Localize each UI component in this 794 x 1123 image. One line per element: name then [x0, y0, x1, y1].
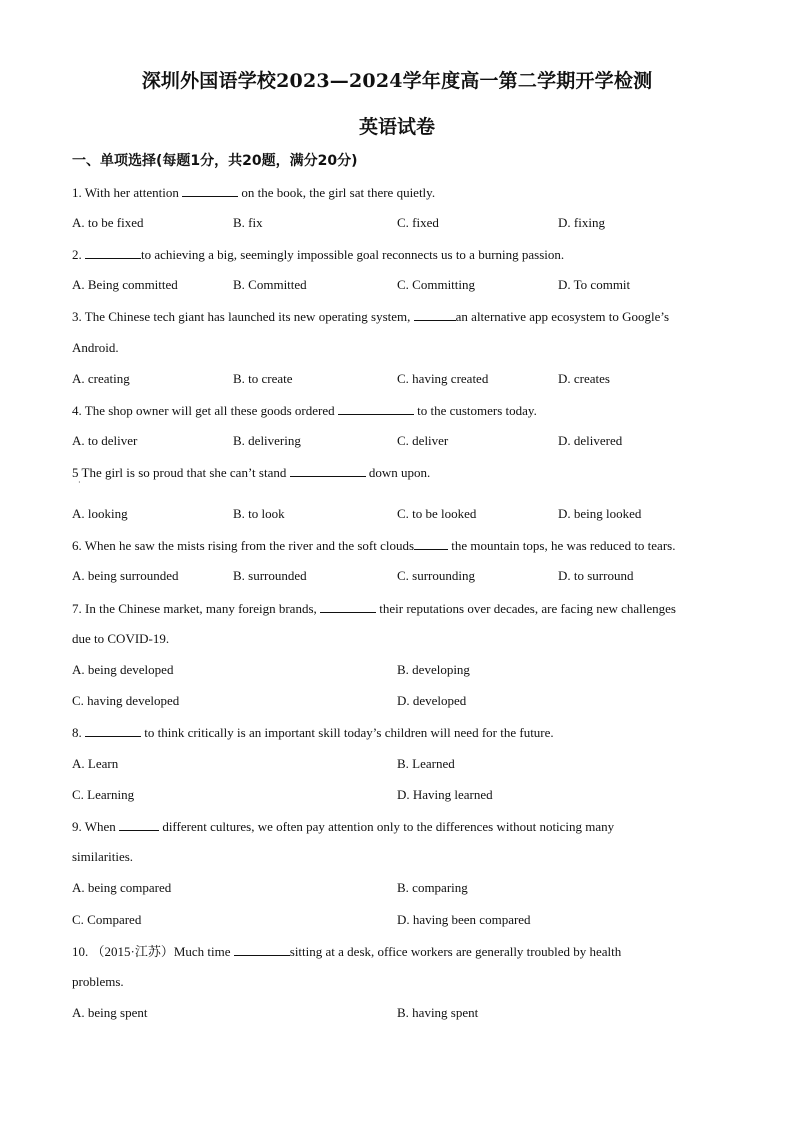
answer-blank	[290, 464, 366, 477]
question-8-text-post: to think critically is an important skill today’s children will need for the future.	[141, 725, 554, 740]
option-a: A. being developed	[72, 662, 174, 677]
answer-blank	[234, 943, 290, 956]
option-d: D. creates	[558, 371, 610, 386]
answer-blank	[414, 537, 448, 550]
option-c: C. Learning	[72, 787, 135, 802]
answer-blank	[119, 818, 159, 831]
option-d: D. To commit	[558, 277, 631, 292]
option-c: C. fixed	[397, 215, 439, 230]
option-d: D. developed	[397, 693, 467, 708]
answer-blank	[85, 246, 141, 259]
answer-blank	[182, 184, 238, 197]
question-10	[72, 943, 621, 960]
option-d: D. to surround	[558, 568, 634, 583]
option-a: A. looking	[72, 506, 128, 521]
option-d: D. fixing	[558, 215, 605, 230]
question-3	[72, 308, 669, 325]
option-b: B. Committed	[233, 277, 307, 292]
question-10-continuation: problems.	[72, 974, 124, 989]
option-c: C. Compared	[72, 912, 142, 927]
stray-mark: ·	[78, 478, 81, 487]
option-a: A. to be fixed	[72, 215, 144, 230]
answer-blank	[338, 402, 414, 415]
question-5-text-post: down upon.	[365, 465, 431, 480]
option-b: B. fix	[233, 215, 263, 230]
section-heading: 一、单项选择(每题1分，共20题，满分20分)	[72, 153, 358, 169]
question-7-text-post: their reputations over decades, are facing new challenges	[376, 601, 676, 616]
question-8-text-pre: 8.	[72, 725, 85, 740]
option-b: B. developing	[397, 662, 470, 677]
question-4-text-post: to the customers today.	[413, 403, 537, 418]
question-1	[72, 184, 435, 201]
answer-blank	[414, 308, 456, 321]
question-9	[72, 818, 614, 835]
option-a: A. being compared	[72, 880, 172, 895]
option-b: B. to create	[233, 371, 293, 386]
question-7-continuation: due to COVID-19.	[72, 631, 170, 646]
question-6	[72, 537, 675, 554]
option-a: A. Learn	[72, 756, 119, 771]
question-7-text-pre: 7. In the Chinese market, many foreign brands,	[72, 601, 321, 616]
option-b: B. delivering	[233, 433, 301, 448]
option-c: C. to be looked	[397, 506, 477, 521]
question-1-text-pre: 1. With her attention	[72, 185, 183, 200]
question-3-text-pre: 3. The Chinese tech giant has launched its new operating system,	[72, 309, 414, 324]
option-c: C. Committing	[397, 277, 476, 292]
question-1-text-post: on the book, the girl sat there quietly.	[238, 185, 436, 200]
option-c: C. having developed	[72, 693, 180, 708]
option-c: C. having created	[397, 371, 489, 386]
question-4	[72, 402, 537, 419]
question-9-text-post: different cultures, we often pay attention only to the differences without noticing many	[159, 819, 615, 834]
option-b: B. to look	[233, 506, 285, 521]
option-d: D. delivered	[558, 433, 623, 448]
question-9-text-pre: 9. When	[72, 819, 120, 834]
question-10-text-post: sitting at a desk, office workers are generally troubled by health	[289, 944, 622, 959]
option-a: A. being spent	[72, 1005, 148, 1020]
question-3-text-post: an alternative app ecosystem to Google’s	[455, 309, 670, 324]
question-3-continuation: Android.	[72, 340, 119, 355]
answer-blank	[320, 600, 376, 613]
option-a: A. creating	[72, 371, 130, 386]
exam-title: 深圳外国语学校2023—2024学年度高一第二学期开学检测	[141, 70, 653, 92]
question-7	[72, 600, 676, 617]
option-b: B. comparing	[397, 880, 468, 895]
option-c: C. deliver	[397, 433, 449, 448]
option-b: B. having spent	[397, 1005, 479, 1020]
exam-subtitle: 英语试卷	[358, 116, 435, 138]
question-4-text-pre: 4. The shop owner will get all these goods ordered	[72, 403, 338, 418]
question-6-text-post: the mountain tops, he was reduced to tears.	[448, 538, 676, 553]
option-c: C. surrounding	[397, 568, 475, 583]
answer-blank	[85, 724, 141, 737]
option-a: A. to deliver	[72, 433, 138, 448]
option-d: D. Having learned	[397, 787, 493, 802]
question-5-text-pre: 5 The girl is so proud that she can’t stand	[72, 465, 290, 480]
option-b: B. Learned	[397, 756, 455, 771]
question-2-text-post: to achieving a big, seemingly impossible goal reconnects us to a burning passion.	[141, 247, 565, 262]
option-d: D. having been compared	[397, 912, 531, 927]
option-d: D. being looked	[558, 506, 642, 521]
question-10-text-pre: 10. （2015·江苏）Much time	[72, 944, 234, 959]
option-b: B. surrounded	[233, 568, 307, 583]
question-6-text-pre: 6. When he saw the mists rising from the river and the soft clouds	[72, 538, 415, 553]
question-8	[72, 724, 554, 741]
question-9-continuation: similarities.	[72, 849, 134, 864]
question-2-text-pre: 2.	[72, 247, 85, 262]
option-a: A. Being committed	[72, 277, 178, 292]
question-2	[72, 246, 564, 263]
question-5	[72, 464, 430, 481]
option-a: A. being surrounded	[72, 568, 179, 583]
